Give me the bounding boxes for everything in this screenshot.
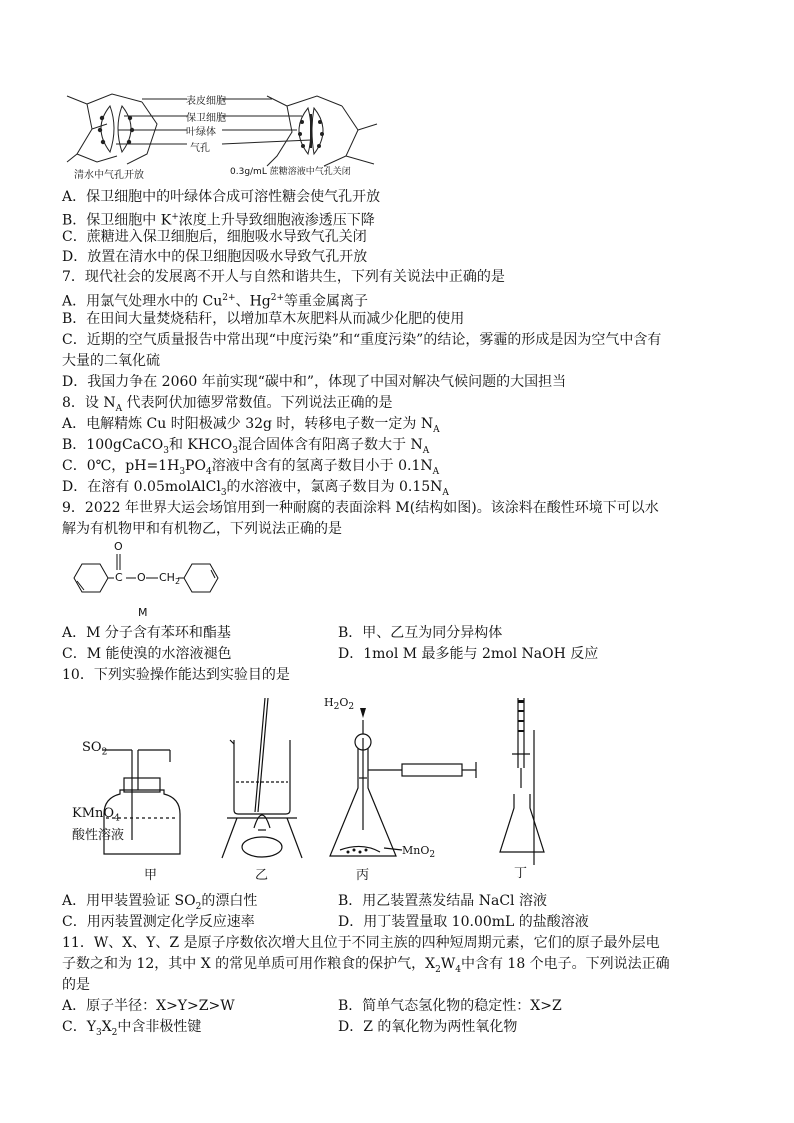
q8-option-b: B．100gCaCO$_3$和 $KHCO_3$混合固体含有阳离子数大于 $N_A$ [62,437,430,456]
q11-stem-line3: 的是 [62,977,90,993]
struct-carbonyl-o: O [114,540,123,553]
q11-stem-line2: 子数之和为 12，其中 X 的常见单质可用作粮食的保护气，$X_2W_4$中含有 18 个电子。下列说法正确 [62,956,670,975]
stomata-figure [62,84,382,182]
q7-option-c-line1: C．近期的空气质量报告中常出现“中度污染”和“重度污染”的结论，雾霾的形成是因为空气中含有 [62,332,662,348]
q9-option-d: D．1mol M 最多能与 2mol NaOH 反应 [338,646,599,662]
q10-option-c: C．用丙装置测定化学反应速率 D．用丁装置量取 10.00mL 的盐酸溶液 [62,914,589,930]
q8-option-c: C．0℃，$pH=1H_3PO_4$溶液中含有的氢离子数目小于 $0.1N_A$ [62,458,440,477]
q6-option-c: C．蔗糖进入保卫细胞后，细胞吸水导致气孔关闭 [62,229,367,245]
q11-option-d: D．Z 的氧化物为两性氧化物 [338,1019,518,1035]
q9-option-b: B．甲、乙互为同分异构体 [338,625,503,641]
q7-option-d: D．我国力争在 2060 年前实现“碳中和”，体现了中国对解决气候问题的大国担当 [62,374,567,390]
q9-option-c: C．M 能使溴的水溶液褪色 D．1mol M 最多能与 2mol NaOH 反应 [62,646,599,662]
label-kmno4: KMnO$_4$ [72,806,120,824]
caption-open: 清水中气孔开放 [74,170,144,181]
q8-stem: 8．设 $N_A$ 代表阿伏加德罗常数值。下列说法正确的是 [62,395,393,414]
q6-option-b: B．保卫细胞中 K+浓度上升导致细胞液渗透压下降 [62,212,375,229]
q7-option-c-line2: 大量的二氧化硫 [62,353,160,369]
q7-stem: 7．现代社会的发展离不开人与自然和谐共生，下列有关说法中正确的是 [62,269,505,285]
q11-stem-line1: 11．W、X、Y、Z 是原子序数依次增大且位于不同主族的四种短周期元素，它们的原子最外层电 [62,935,660,951]
q6-option-d: D．放置在清水中的保卫细胞因吸水导致气孔开放 [62,249,368,265]
q6-option-a: A．保卫细胞中的叶绿体合成可溶性糖会使气孔开放 [62,189,381,205]
q10-stem: 10．下列实验操作能达到实验目的是 [62,667,290,683]
struct-ester-o: O [137,571,146,584]
label-h2o2: $H_2O_2$ [324,696,355,713]
structure-m-drawing [60,540,250,622]
q9-stem-line1: 9．2022 年世界大运会场馆用到一种耐腐的表面涂料 M(结构如图)。该涂料在酸性环境下可以水 [62,500,659,516]
q7-option-a: A．用氯气处理水中的 $Cu^{2+}$、$Hg^{2+}$等重金属离子 [62,293,369,310]
q11-option-a: A．原子半径：X>Y>Z>W B．简单气态氢化物的稳定性：X>Z [62,998,562,1014]
caption-closed: 0.3g/mL 蔗糖溶液中气孔关闭 [230,167,351,177]
q9-stem-line2: 解为有机物甲和有机物乙，下列说法正确的是 [62,521,342,537]
label-kmno4-acidic: 酸性溶液 [72,828,125,843]
label-guard-cell: 保卫细胞 [186,113,226,124]
caption-ding: 丁 [514,866,528,881]
caption-yi: 乙 [255,868,269,883]
q10-option-b: B．用乙装置蒸发结晶 NaCl 溶液 [338,893,547,909]
struct-ch2: $CH_2$ [159,571,181,587]
caption-bing: 丙 [356,868,370,883]
label-epidermal-cell: 表皮细胞 [186,96,226,107]
q7-option-b: B．在田间大量焚烧秸秆，以增加草木灰肥料从而减少化肥的使用 [62,311,465,327]
q10-option-d: D．用丁装置量取 10.00mL 的盐酸溶液 [338,914,589,930]
q11-option-c: C．$Y_3X_2$中含非极性键 D．Z 的氧化物为两性氧化物 [62,1019,518,1038]
label-so2: $SO_2$ [82,740,108,758]
label-stoma: 气孔 [190,143,210,154]
struct-label-m: M [138,606,148,619]
q10-option-a: A．用甲装置验证 $SO_2$的漂白性 B．用乙装置蒸发结晶 NaCl 溶液 [62,893,547,912]
structure-m [60,540,250,622]
apparatus-drawing [62,690,562,886]
struct-carbon: C [115,571,123,584]
q8-option-d: D．在溶有 0.05molAlCl$_3$的水溶液中，氯离子数目为 $0.15N_A$ [62,479,449,498]
label-chloroplast: 叶绿体 [186,127,216,138]
q9-option-a: A．M 分子含有苯环和酯基 B．甲、乙互为同分异构体 [62,625,503,641]
q8-option-a: A．电解精炼 Cu 时阳极减少 32g 时，转移电子数一定为 $N_A$ [62,416,440,435]
caption-jia: 甲 [144,868,158,883]
apparatus-figure [62,690,562,886]
q11-option-b: B．简单气态氢化物的稳定性：X>Z [338,998,562,1014]
label-mno2: MnO$_2$ [402,844,436,861]
